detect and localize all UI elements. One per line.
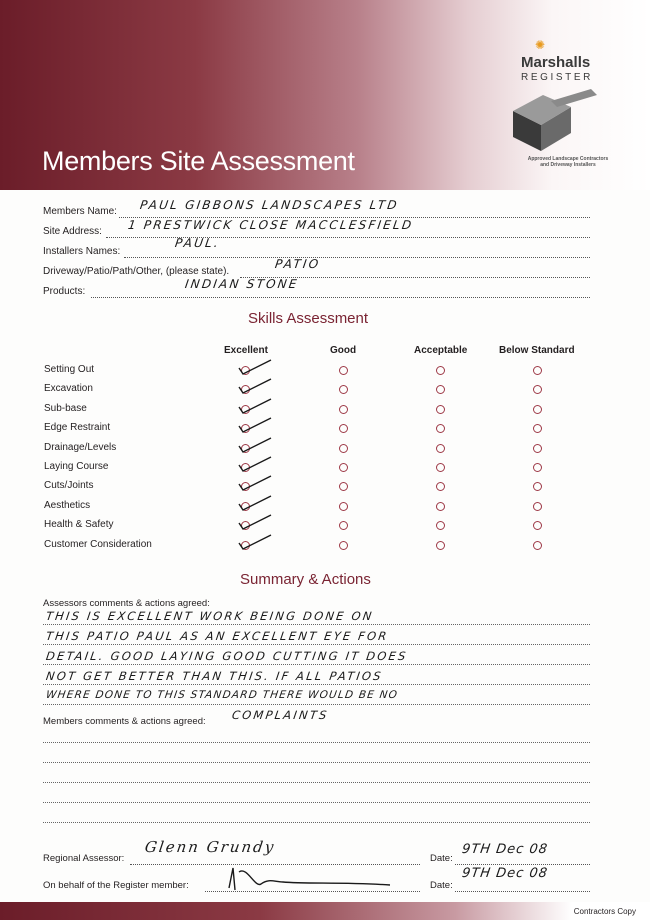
page-title: Members Site Assessment <box>42 146 355 176</box>
rating-radio-acceptable[interactable] <box>436 482 445 491</box>
members-line <box>43 802 590 803</box>
rating-radio-below-standard[interactable] <box>533 366 542 375</box>
rating-radio-below-standard[interactable] <box>533 444 542 453</box>
rating-radio-good[interactable] <box>339 405 348 414</box>
comment-line <box>43 644 590 645</box>
site-address-value[interactable]: 1 PRESTWICK CLOSE MACCLESFIELD <box>127 218 415 232</box>
site-address-row <box>43 226 102 244</box>
products-value[interactable]: INDIAN STONE <box>184 277 300 291</box>
tick-mark-icon <box>237 513 277 533</box>
skill-label: Drainage/Levels <box>44 441 117 453</box>
installers-label: Installers Names: <box>43 246 121 257</box>
rating-radio-good[interactable] <box>339 541 348 550</box>
skill-label: Laying Course <box>44 461 109 472</box>
members-name-row <box>43 206 117 224</box>
col-excellent: Excellent <box>224 345 268 356</box>
brand-caption-line-2: and Driveway Installers <box>540 162 596 168</box>
skills-title: Skills Assessment <box>248 310 369 327</box>
skill-label: Cuts/Joints <box>44 480 94 492</box>
installers-value[interactable]: PAUL. <box>174 236 222 250</box>
summary-title: Summary & Actions <box>240 571 371 588</box>
rating-radio-below-standard[interactable] <box>533 541 542 550</box>
products-row <box>43 286 85 304</box>
rating-radio-below-standard[interactable] <box>533 502 542 511</box>
rating-radio-acceptable[interactable] <box>436 541 445 550</box>
rating-radio-below-standard[interactable] <box>533 385 542 394</box>
assessor-comment-line[interactable]: NOT GET BETTER THAN THIS. IF ALL PATIOS <box>45 669 384 683</box>
rating-radio-acceptable[interactable] <box>436 366 445 375</box>
register-member-label: On behalf of the Register member: <box>43 880 189 891</box>
members-line <box>43 742 590 743</box>
assessor-date[interactable]: 9TH Dec 08 <box>460 842 550 857</box>
member-date-label: Date: <box>430 880 453 891</box>
contractors-copy-label: Contractors Copy <box>573 907 636 916</box>
brand-sub: REGISTER <box>521 72 593 83</box>
type-label: Driveway/Patio/Path/Other, (please state). <box>43 266 230 277</box>
marshalls-register-logo <box>505 34 635 179</box>
rating-radio-acceptable[interactable] <box>436 502 445 511</box>
rating-radio-acceptable[interactable] <box>436 424 445 433</box>
assessor-comment-line[interactable]: WHERE DONE TO THIS STANDARD THERE WOULD BE NO <box>45 689 399 701</box>
rating-radio-below-standard[interactable] <box>533 405 542 414</box>
tick-mark-icon <box>237 377 277 397</box>
regional-assessor-label: Regional Assessor: <box>43 853 125 864</box>
rating-radio-below-standard[interactable] <box>533 463 542 472</box>
skill-label: Excavation <box>44 383 93 395</box>
products-label: Products: <box>43 286 86 297</box>
assessor-comment-line[interactable]: THIS IS EXCELLENT WORK BEING DONE ON <box>45 609 375 623</box>
assessor-comment-line[interactable]: DETAIL. GOOD LAYING GOOD CUTTING IT DOES <box>45 649 409 663</box>
assessor-date-line <box>455 864 590 865</box>
rating-radio-acceptable[interactable] <box>436 405 445 414</box>
rating-radio-below-standard[interactable] <box>533 521 542 530</box>
members-line <box>43 782 590 783</box>
assessor-comment-line[interactable]: THIS PATIO PAUL AS AN EXCELLENT EYE FOR <box>45 629 390 643</box>
tick-mark-icon <box>237 474 277 494</box>
rating-radio-acceptable[interactable] <box>436 444 445 453</box>
member-signature-icon <box>225 862 395 894</box>
type-value[interactable]: PATIO <box>274 257 322 271</box>
rating-radio-good[interactable] <box>339 482 348 491</box>
rating-radio-good[interactable] <box>339 424 348 433</box>
tick-mark-icon <box>237 416 277 436</box>
members-line <box>43 822 590 823</box>
skill-label: Customer Consideration <box>44 538 152 550</box>
site-address-label: Site Address: <box>43 226 102 237</box>
members-comment-line[interactable]: COMPLAINTS <box>231 708 330 722</box>
rating-radio-good[interactable] <box>339 444 348 453</box>
skill-label: Aesthetics <box>44 499 91 511</box>
assessor-date-label: Date: <box>430 853 453 864</box>
rating-radio-good[interactable] <box>339 521 348 530</box>
brand-name: Marshalls <box>521 54 591 71</box>
members-comments-label: Members comments & actions agreed: <box>43 716 206 727</box>
skill-label: Edge Restraint <box>44 422 111 434</box>
col-acceptable: Acceptable <box>414 345 468 356</box>
members-name-value[interactable]: PAUL GIBBONS LANDSCAPES LTD <box>139 198 400 212</box>
tick-mark-icon <box>237 436 277 456</box>
rating-radio-acceptable[interactable] <box>436 463 445 472</box>
sun-icon: ✺ <box>535 38 546 52</box>
skill-label: Health & Safety <box>44 519 114 531</box>
comment-line <box>43 664 590 665</box>
tick-mark-icon <box>237 494 277 514</box>
rating-radio-good[interactable] <box>339 385 348 394</box>
comment-line <box>43 704 590 705</box>
members-line <box>43 762 590 763</box>
skill-label: Sub-base <box>44 402 87 414</box>
col-below-standard: Below Standard <box>499 345 575 356</box>
col-good: Good <box>330 345 357 356</box>
assessor-comments-label: Assessors comments & actions agreed: <box>43 598 210 609</box>
rating-radio-acceptable[interactable] <box>436 521 445 530</box>
installers-row <box>43 246 120 264</box>
members-name-label: Members Name: <box>43 206 117 217</box>
rating-radio-good[interactable] <box>339 463 348 472</box>
brand-caption-line-1: Approved Landscape Contractors <box>527 156 609 162</box>
member-date[interactable]: 9TH Dec 08 <box>460 866 550 881</box>
tick-mark-icon <box>237 358 277 378</box>
assessor-signature[interactable]: Glenn Grundy <box>143 838 277 856</box>
skill-label: Setting Out <box>44 364 95 375</box>
brand-caption <box>505 156 631 168</box>
tick-mark-icon <box>237 533 277 553</box>
installers-line <box>124 257 590 258</box>
rating-radio-good[interactable] <box>339 366 348 375</box>
comment-line <box>43 624 590 625</box>
products-line <box>91 297 590 298</box>
rating-radio-good[interactable] <box>339 502 348 511</box>
register-mark-icon <box>511 89 601 154</box>
rating-radio-acceptable[interactable] <box>436 385 445 394</box>
footer-bar <box>0 902 650 920</box>
member-date-line <box>455 891 590 892</box>
comment-line <box>43 684 590 685</box>
tick-mark-icon <box>237 397 277 417</box>
tick-mark-icon <box>237 455 277 475</box>
rating-radio-below-standard[interactable] <box>533 482 542 491</box>
rating-radio-below-standard[interactable] <box>533 424 542 433</box>
